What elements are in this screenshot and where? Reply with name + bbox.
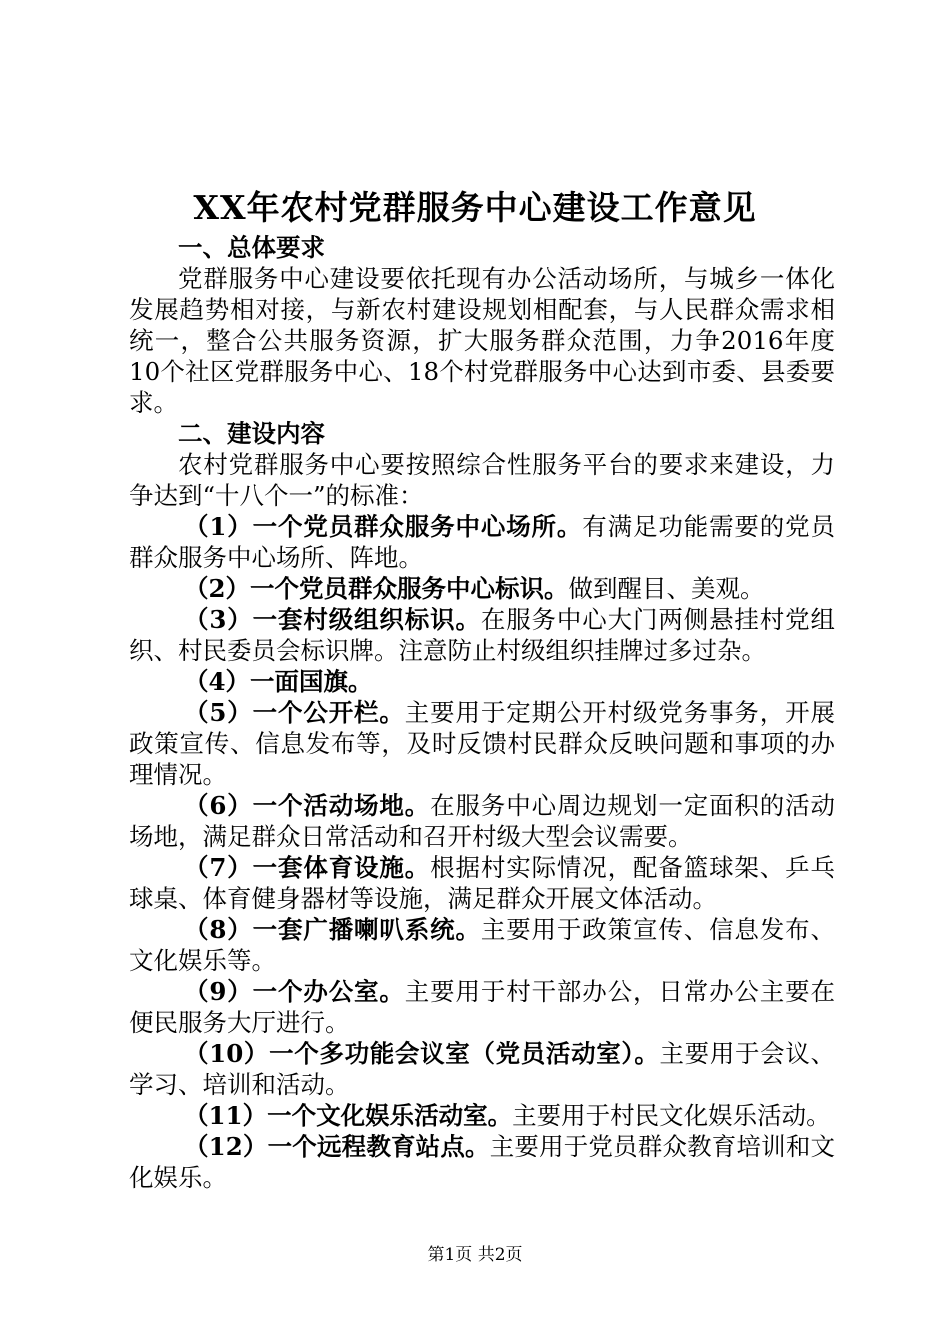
page-footer: 第1页 共2页 — [427, 1245, 523, 1265]
item-text: 主要用于村干部办公，日常办公主要在便民服务大厅进行。 — [129, 977, 836, 1037]
list-item — [129, 573, 835, 604]
item-label: （4）一面国旗。 — [184, 667, 373, 696]
section-heading-content: 二、建设内容 — [178, 419, 325, 448]
item-label: （7）一套体育设施。 — [184, 853, 431, 882]
section-heading-overall: 一、总体要求 — [178, 233, 325, 262]
item-text: 主要用于党员群众教育培训和文化娱乐。 — [129, 1132, 836, 1192]
item-label: （9）一个办公室。 — [184, 977, 405, 1006]
item-label: （5）一个公开栏。 — [184, 698, 405, 727]
item-text: 主要用于会议、学习、培训和活动。 — [129, 1039, 836, 1099]
page-title: XX年农村党群服务中心建设工作意见 — [193, 188, 757, 227]
section-paragraph-content: 农村党群服务中心要按照综合性服务平台的要求来建设，力争达到“十八个一”的标准： — [129, 450, 835, 510]
list-item — [129, 914, 835, 976]
list-item — [129, 1100, 835, 1131]
item-label: （2）一个党员群众服务中心标识。 — [184, 574, 569, 603]
document-body — [129, 232, 835, 1193]
list-item — [129, 604, 835, 666]
item-text: 主要用于村民文化娱乐活动。 — [512, 1101, 831, 1130]
item-text: 做到醒目、美观。 — [568, 574, 765, 603]
item-text: 有满足功能需要的党员群众服务中心场所、阵地。 — [129, 512, 836, 572]
item-text: 在服务中心大门两侧悬挂村党组织、村民委员会标识牌。注意防止村级组织挂牌过多过杂。 — [129, 605, 835, 665]
item-text: 主要用于政策宣传、信息发布、文化娱乐等。 — [129, 915, 835, 975]
item-text: 根据村实际情况，配备篮球架、乒乓球桌、体育健身器材等设施，满足群众开展文体活动。 — [129, 853, 836, 913]
item-text: 在服务中心周边规划一定面积的活动场地，满足群众日常活动和召开村级大型会议需要。 — [129, 791, 836, 851]
item-text: 主要用于定期公开村级党务事务，开展政策宣传、信息发布等，及时反馈村民群众反映问题和事项的办理情况。 — [129, 698, 836, 789]
list-item — [129, 1131, 835, 1193]
item-label: （3）一套村级组织标识。 — [184, 605, 481, 634]
list-item — [129, 697, 835, 790]
list-item — [129, 976, 835, 1038]
item-label: （6）一个活动场地。 — [184, 791, 431, 820]
list-item — [129, 511, 835, 573]
section-paragraph-overall: 党群服务中心建设要依托现有办公活动场所，与城乡一体化发展趋势相对接，与新农村建设规划相配套，与人民群众需求相统一，整合公共服务资源，扩大服务群众范围，力争2016年度10个社区党群服务中心、18个村党群服务中心达到市委、县委要求。 — [129, 264, 835, 417]
item-label: （11）一个文化娱乐活动室。 — [184, 1101, 513, 1130]
list-item — [129, 852, 835, 914]
item-label: （12）一个远程教育站点。 — [184, 1132, 490, 1161]
list-item — [129, 790, 835, 852]
item-label: （10）一个多功能会议室（党员活动室）。 — [184, 1039, 660, 1068]
list-item — [129, 666, 835, 697]
item-label: （1）一个党员群众服务中心场所。 — [184, 512, 583, 541]
item-label: （8）一套广播喇叭系统。 — [184, 915, 481, 944]
list-item — [129, 1038, 835, 1100]
